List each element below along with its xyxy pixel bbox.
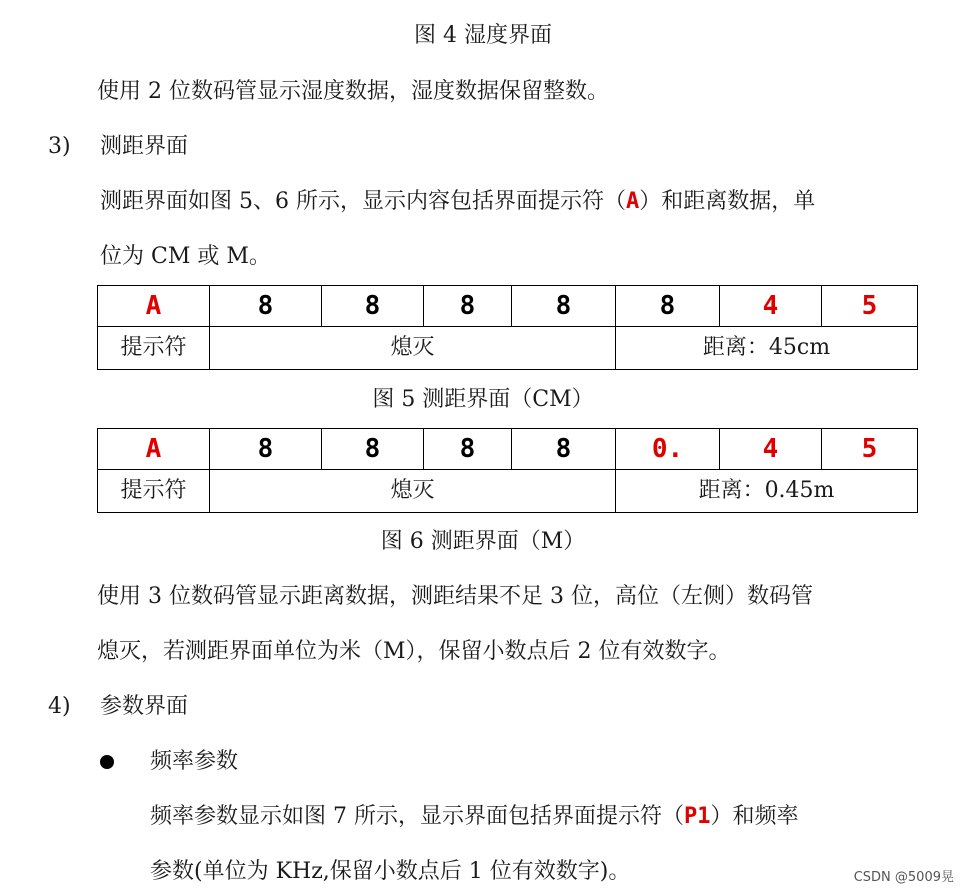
label-prompt: 提示符	[98, 470, 210, 513]
frequency-text-after: ）和频率	[710, 804, 799, 829]
label-off: 熄灭	[210, 470, 616, 513]
table-6-digit-row	[98, 429, 918, 470]
digit-cell: 0.	[616, 429, 720, 470]
label-prompt: 提示符	[98, 327, 210, 370]
ranging-prompt-symbol: A	[625, 189, 640, 214]
digit-cell: 8	[210, 429, 322, 470]
section-4-number: 4)	[48, 694, 71, 719]
paragraph-frequency-line2: 参数(单位为 KHz,保留小数点后 1 位有效数字)。	[150, 859, 631, 884]
frequency-text-before: 频率参数显示如图 7 所示，显示界面包括界面提示符（	[150, 804, 684, 829]
digit-cell: 4	[720, 429, 822, 470]
figure-6-caption: 图 6 测距界面（M）	[380, 529, 586, 554]
digit-cell: 8	[512, 429, 616, 470]
watermark: CSDN @5009晃	[853, 870, 954, 885]
paragraph-ranging-intro	[100, 188, 815, 216]
table-6-label-row	[98, 470, 918, 513]
digit-cell: A	[98, 286, 210, 327]
digit-cell: 4	[720, 286, 822, 327]
digit-cell: 8	[512, 286, 616, 327]
ranging-intro-text-before: 测距界面如图 5、6 所示，显示内容包括界面提示符（	[100, 189, 626, 214]
table-figure-5	[97, 285, 918, 370]
table-5-digit-row	[98, 286, 918, 327]
paragraph-frequency-line1	[150, 803, 799, 831]
label-distance: 距离：45cm	[616, 327, 918, 370]
digit-cell: 8	[210, 286, 322, 327]
table-figure-6	[97, 428, 918, 513]
section-3-number: 3)	[48, 134, 71, 159]
digit-cell: 8	[322, 286, 424, 327]
digit-cell: 8	[322, 429, 424, 470]
bullet-dot-icon	[100, 755, 114, 769]
digit-cell: 5	[822, 286, 918, 327]
bullet-frequency-title: 频率参数	[150, 749, 239, 774]
digit-cell: 8	[616, 286, 720, 327]
label-off: 熄灭	[210, 327, 616, 370]
section-4-title: 参数界面	[100, 694, 189, 719]
paragraph-humidity: 使用 2 位数码管显示湿度数据，湿度数据保留整数。	[97, 79, 609, 104]
digit-cell: A	[98, 429, 210, 470]
frequency-prompt-symbol: P1	[684, 804, 711, 829]
figure-4-caption: 图 4 湿度界面	[414, 23, 552, 48]
paragraph-ranging-detail-line2: 熄灭，若测距界面单位为米（M），保留小数点后 2 位有效数字。	[97, 639, 731, 664]
ranging-intro-text-after: ）和距离数据，单	[639, 189, 816, 214]
digit-cell: 8	[424, 286, 512, 327]
label-distance: 距离：0.45m	[616, 470, 918, 513]
paragraph-ranging-intro-line2: 位为 CM 或 M。	[100, 244, 271, 269]
digit-cell: 5	[822, 429, 918, 470]
section-3-title: 测距界面	[100, 134, 189, 159]
paragraph-ranging-detail-line1: 使用 3 位数码管显示距离数据，测距结果不足 3 位，高位（左侧）数码管	[97, 584, 813, 609]
digit-cell: 8	[424, 429, 512, 470]
figure-5-caption: 图 5 测距界面（CM）	[372, 387, 594, 412]
table-5-label-row	[98, 327, 918, 370]
